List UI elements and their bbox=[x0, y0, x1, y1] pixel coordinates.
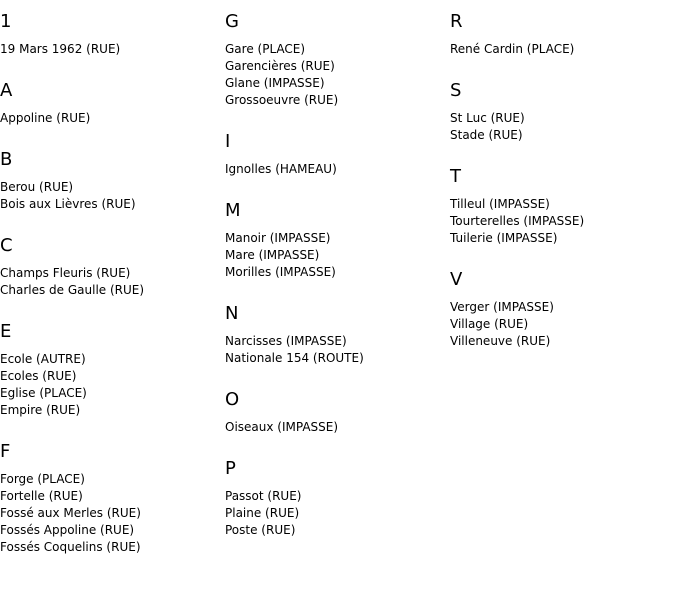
street-link[interactable]: Verger (IMPASSE) bbox=[450, 300, 554, 314]
letter-heading: F bbox=[0, 441, 11, 462]
letter-heading: I bbox=[225, 131, 231, 152]
street-link[interactable]: Fortelle (RUE) bbox=[0, 489, 83, 503]
street-link[interactable]: Tuilerie (IMPASSE) bbox=[450, 231, 558, 245]
street-link[interactable]: Tilleul (IMPASSE) bbox=[450, 197, 550, 211]
letter-heading: B bbox=[0, 149, 13, 170]
street-list bbox=[0, 471, 225, 556]
street-list-item bbox=[450, 127, 675, 144]
letter-group bbox=[0, 80, 225, 127]
street-link[interactable]: Poste (RUE) bbox=[225, 523, 296, 537]
street-list-item bbox=[225, 350, 450, 367]
street-list-item bbox=[225, 488, 450, 505]
letter-heading: A bbox=[0, 80, 13, 101]
street-link[interactable]: Bois aux Lièvres (RUE) bbox=[0, 197, 136, 211]
street-list-item bbox=[0, 265, 225, 282]
letter-group bbox=[450, 11, 675, 58]
street-link[interactable]: René Cardin (PLACE) bbox=[450, 42, 575, 56]
street-link[interactable]: Stade (RUE) bbox=[450, 128, 523, 142]
street-link[interactable]: Grossoeuvre (RUE) bbox=[225, 93, 339, 107]
letter-heading: E bbox=[0, 321, 12, 342]
street-list-item bbox=[450, 299, 675, 316]
street-link[interactable]: Eglise (PLACE) bbox=[0, 386, 87, 400]
letter-heading: O bbox=[225, 389, 240, 410]
letter-group bbox=[0, 11, 225, 58]
street-list bbox=[450, 196, 675, 247]
letter-heading: V bbox=[450, 269, 463, 290]
street-list-item bbox=[450, 333, 675, 350]
street-list-item bbox=[450, 110, 675, 127]
letter-group bbox=[450, 269, 675, 350]
street-list-item bbox=[225, 92, 450, 109]
street-link[interactable]: Gare (PLACE) bbox=[225, 42, 306, 56]
street-list-item bbox=[225, 58, 450, 75]
street-index-column bbox=[225, 0, 450, 539]
street-link[interactable]: Champs Fleuris (RUE) bbox=[0, 266, 131, 280]
letter-group bbox=[0, 149, 225, 213]
street-link[interactable]: Ignolles (HAMEAU) bbox=[225, 162, 337, 176]
street-list bbox=[225, 161, 450, 178]
street-list-item bbox=[0, 196, 225, 213]
street-list-item bbox=[225, 75, 450, 92]
street-list-item bbox=[0, 385, 225, 402]
letter-group bbox=[225, 303, 450, 367]
letter-heading: S bbox=[450, 80, 462, 101]
letter-group bbox=[225, 389, 450, 436]
letter-heading: N bbox=[225, 303, 239, 324]
street-link[interactable]: Glane (IMPASSE) bbox=[225, 76, 325, 90]
street-list-item bbox=[0, 282, 225, 299]
street-list-item bbox=[450, 230, 675, 247]
street-link[interactable]: Garencières (RUE) bbox=[225, 59, 335, 73]
letter-heading: M bbox=[225, 200, 241, 221]
street-link[interactable]: Berou (RUE) bbox=[0, 180, 74, 194]
letter-heading: P bbox=[225, 458, 236, 479]
letter-group bbox=[450, 166, 675, 247]
letter-group bbox=[225, 200, 450, 281]
street-list-item bbox=[225, 333, 450, 350]
street-list-item bbox=[450, 213, 675, 230]
street-list-item bbox=[225, 230, 450, 247]
letter-group bbox=[225, 458, 450, 539]
street-list-item bbox=[0, 41, 225, 58]
letter-heading: G bbox=[225, 11, 239, 32]
street-index-column bbox=[0, 0, 225, 556]
letter-heading: C bbox=[0, 235, 13, 256]
letter-group bbox=[0, 441, 225, 556]
street-link[interactable]: Fossé aux Merles (RUE) bbox=[0, 506, 141, 520]
street-list bbox=[225, 488, 450, 539]
street-list bbox=[225, 41, 450, 109]
street-list-item bbox=[0, 488, 225, 505]
street-list bbox=[450, 299, 675, 350]
street-list-item bbox=[450, 196, 675, 213]
street-list-item bbox=[225, 264, 450, 281]
street-list bbox=[450, 41, 675, 58]
street-link[interactable]: Tourterelles (IMPASSE) bbox=[450, 214, 585, 228]
street-list bbox=[0, 179, 225, 213]
street-list bbox=[0, 110, 225, 127]
street-link[interactable]: Manoir (IMPASSE) bbox=[225, 231, 331, 245]
street-list-item bbox=[225, 247, 450, 264]
street-list-item bbox=[225, 161, 450, 178]
street-list-item bbox=[0, 471, 225, 488]
letter-heading: R bbox=[450, 11, 463, 32]
street-link[interactable]: Plaine (RUE) bbox=[225, 506, 300, 520]
letter-group bbox=[0, 321, 225, 419]
street-list-item bbox=[225, 41, 450, 58]
street-link[interactable]: Villeneuve (RUE) bbox=[450, 334, 551, 348]
street-list bbox=[0, 351, 225, 419]
street-list-item bbox=[0, 110, 225, 127]
letter-heading: 1 bbox=[0, 11, 12, 32]
street-link[interactable]: Oiseaux (IMPASSE) bbox=[225, 420, 339, 434]
street-list-item bbox=[0, 179, 225, 196]
street-list-item bbox=[0, 505, 225, 522]
street-link[interactable]: Village (RUE) bbox=[450, 317, 529, 331]
street-list bbox=[225, 419, 450, 436]
street-list-item bbox=[0, 539, 225, 556]
street-list-item bbox=[0, 522, 225, 539]
street-list-item bbox=[0, 402, 225, 419]
letter-group bbox=[0, 235, 225, 299]
street-link[interactable]: Charles de Gaulle (RUE) bbox=[0, 283, 145, 297]
street-list-item bbox=[0, 351, 225, 368]
street-link[interactable]: Fossés Appoline (RUE) bbox=[0, 523, 135, 537]
street-list bbox=[0, 41, 225, 58]
street-link[interactable]: Empire (RUE) bbox=[0, 403, 81, 417]
street-link[interactable]: Fossés Coquelins (RUE) bbox=[0, 540, 141, 554]
letter-group bbox=[450, 80, 675, 144]
street-link[interactable]: Narcisses (IMPASSE) bbox=[225, 334, 347, 348]
street-link[interactable]: Ecole (AUTRE) bbox=[0, 352, 86, 366]
street-link[interactable]: Forge (PLACE) bbox=[0, 472, 85, 486]
letter-group bbox=[225, 131, 450, 178]
street-list-item bbox=[225, 522, 450, 539]
street-link[interactable]: Morilles (IMPASSE) bbox=[225, 265, 336, 279]
street-index-column bbox=[450, 0, 675, 350]
street-list bbox=[450, 110, 675, 144]
street-list-item bbox=[0, 368, 225, 385]
letter-heading: T bbox=[450, 166, 461, 187]
letter-group bbox=[225, 11, 450, 109]
street-list bbox=[0, 265, 225, 299]
street-link[interactable]: St Luc (RUE) bbox=[450, 111, 525, 125]
street-list-item bbox=[225, 505, 450, 522]
street-link[interactable]: Passot (RUE) bbox=[225, 489, 302, 503]
street-link[interactable]: Ecoles (RUE) bbox=[0, 369, 77, 383]
street-link[interactable]: 19 Mars 1962 (RUE) bbox=[0, 42, 121, 56]
street-list bbox=[225, 333, 450, 367]
street-list bbox=[225, 230, 450, 281]
street-link[interactable]: Mare (IMPASSE) bbox=[225, 248, 320, 262]
street-list-item bbox=[450, 316, 675, 333]
street-link[interactable]: Nationale 154 (ROUTE) bbox=[225, 351, 364, 365]
street-link[interactable]: Appoline (RUE) bbox=[0, 111, 91, 125]
street-list-item bbox=[450, 41, 675, 58]
street-list-item bbox=[225, 419, 450, 436]
